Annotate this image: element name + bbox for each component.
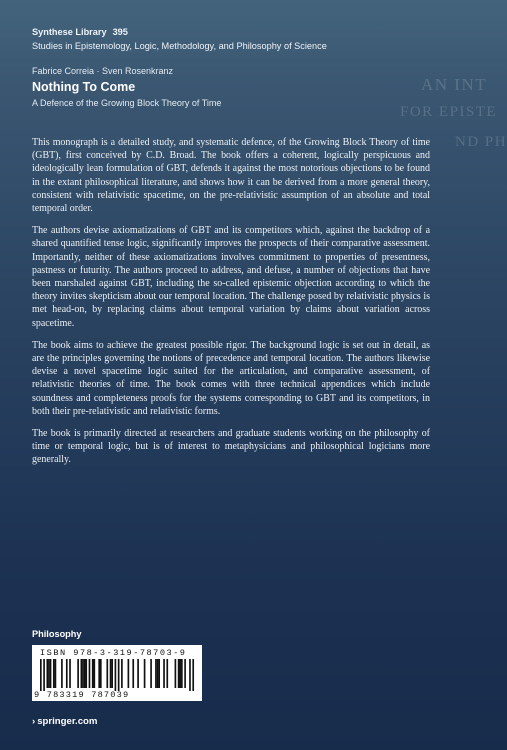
barcode-bar xyxy=(144,659,146,688)
barcode-bar xyxy=(40,659,42,691)
barcode-bars xyxy=(40,659,194,691)
barcode-bar xyxy=(192,659,194,691)
barcode-bar xyxy=(189,659,191,691)
barcode-bar xyxy=(155,659,157,688)
barcode-bar xyxy=(92,659,94,688)
ghost-line-3: ND PH xyxy=(455,134,507,150)
barcode-bar xyxy=(69,659,71,688)
barcode-bar xyxy=(115,659,117,691)
barcode-bar xyxy=(128,659,130,688)
barcode-bar xyxy=(100,659,102,688)
isbn-barcode xyxy=(32,645,202,701)
series-title xyxy=(32,27,128,37)
barcode-bar xyxy=(50,659,52,688)
barcode-bar xyxy=(61,659,63,688)
barcode-bar xyxy=(77,659,79,688)
ean-digits: 9 783319 787039 xyxy=(34,690,130,700)
barcode-bar xyxy=(111,659,113,688)
barcode-bar xyxy=(163,659,165,688)
ghost-line-1: AN INT xyxy=(421,75,488,94)
barcode-bar xyxy=(93,659,95,688)
barcode-bar xyxy=(179,659,181,688)
barcode-bar xyxy=(84,659,86,688)
barcode-bar xyxy=(66,659,68,688)
blurb-paragraph-2: The authors devise axiomatizations of GBT and its competitors which, against the backdrop of a shared quantified tense logic, significantly improves the prospects of their comparative assessment. Importantly, neither of these axiomatizations involves commitment to properties of presentness, pastness or futurity. The authors proceed to address, and defuse, a number of objections that have been marshaled against GBT, including the so-called epistemic objection according to which the theory invites skepticism about our temporal location. The challenge posed by relativistic physics is met head-on, by replacing claims about temporal variation by claims about variation across spacetime. xyxy=(32,225,430,329)
barcode-bar xyxy=(89,659,91,688)
barcode-bar xyxy=(55,659,57,688)
barcode-bar xyxy=(106,659,108,688)
book-authors: Fabrice Correia · Sven Rosenkranz xyxy=(32,66,174,76)
barcode-bar xyxy=(181,659,183,688)
ghost-line-2: FOR EPISTE xyxy=(400,104,498,120)
barcode-bar xyxy=(121,659,123,688)
book-title: Nothing To Come xyxy=(32,80,136,94)
series-number: 395 xyxy=(112,27,128,37)
publisher-link[interactable] xyxy=(32,716,97,727)
barcode-bar xyxy=(110,659,112,688)
blurb-paragraph-1: This monograph is a detailed study, and systematic defence, of the Growing Block Theory of time (GBT), first conceived by C.D. Broad. The book offers a coherent, logically perspicuous and ideologically lean formulation of GBT, defends it against the most notorious objections to be found in the extant philosophical literature, and shows how it can be derived from a more general theory, consistent with relativistic spacetime, on the pre-relativistic assumption of an absolute and total temporal order. xyxy=(32,137,430,215)
barcode-bar xyxy=(43,659,45,691)
barcode-bar xyxy=(82,659,84,688)
subject-label: Philosophy xyxy=(32,629,82,639)
barcode-bar xyxy=(98,659,100,688)
barcode-bar xyxy=(137,659,139,688)
isbn-text: ISBN 978-3-319-78703-9 xyxy=(40,648,187,658)
barcode-bar xyxy=(48,659,50,688)
barcode-bar xyxy=(150,659,152,688)
barcode-bar xyxy=(158,659,160,688)
barcode-bar xyxy=(166,659,168,688)
barcode-bar xyxy=(53,659,55,688)
series-name: Synthese Library xyxy=(32,27,107,37)
barcode-bar xyxy=(85,659,87,688)
series-subtitle: Studies in Epistemology, Logic, Methodology, and Philosophy of Science xyxy=(32,41,327,51)
back-cover-blurb xyxy=(32,136,430,476)
barcode-bar xyxy=(157,659,159,688)
arrow-icon: › xyxy=(32,716,36,727)
blurb-paragraph-4: The book is primarily directed at researchers and graduate students working on the philosophy of time or temporal logic, but is of interest to metaphysicians and philosophical logicians more generally. xyxy=(32,428,430,466)
barcode-bar xyxy=(46,659,48,688)
publisher-url: springer.com xyxy=(37,716,98,727)
barcode-bar xyxy=(132,659,134,688)
barcode-bar xyxy=(184,659,186,688)
blurb-paragraph-3: The book aims to achieve the greatest possible rigor. The background logic is set out in detail, as are the principles governing the notions of precedence and temporal location. The authors likewise devise a novel spacetime logic suited for the articulation, and comparative assessment, of relativistic theories of time. The book comes with three technical appendices which include soundness and completeness proofs for the systems corresponding to GBT and its competitors, in both their pre-relativistic and relativistic forms. xyxy=(32,339,430,417)
book-subtitle: A Defence of the Growing Block Theory of Time xyxy=(32,98,222,108)
barcode-bar xyxy=(81,659,83,688)
barcode-bar xyxy=(118,659,120,691)
barcode-bar xyxy=(175,659,177,688)
barcode-bar xyxy=(178,659,180,688)
